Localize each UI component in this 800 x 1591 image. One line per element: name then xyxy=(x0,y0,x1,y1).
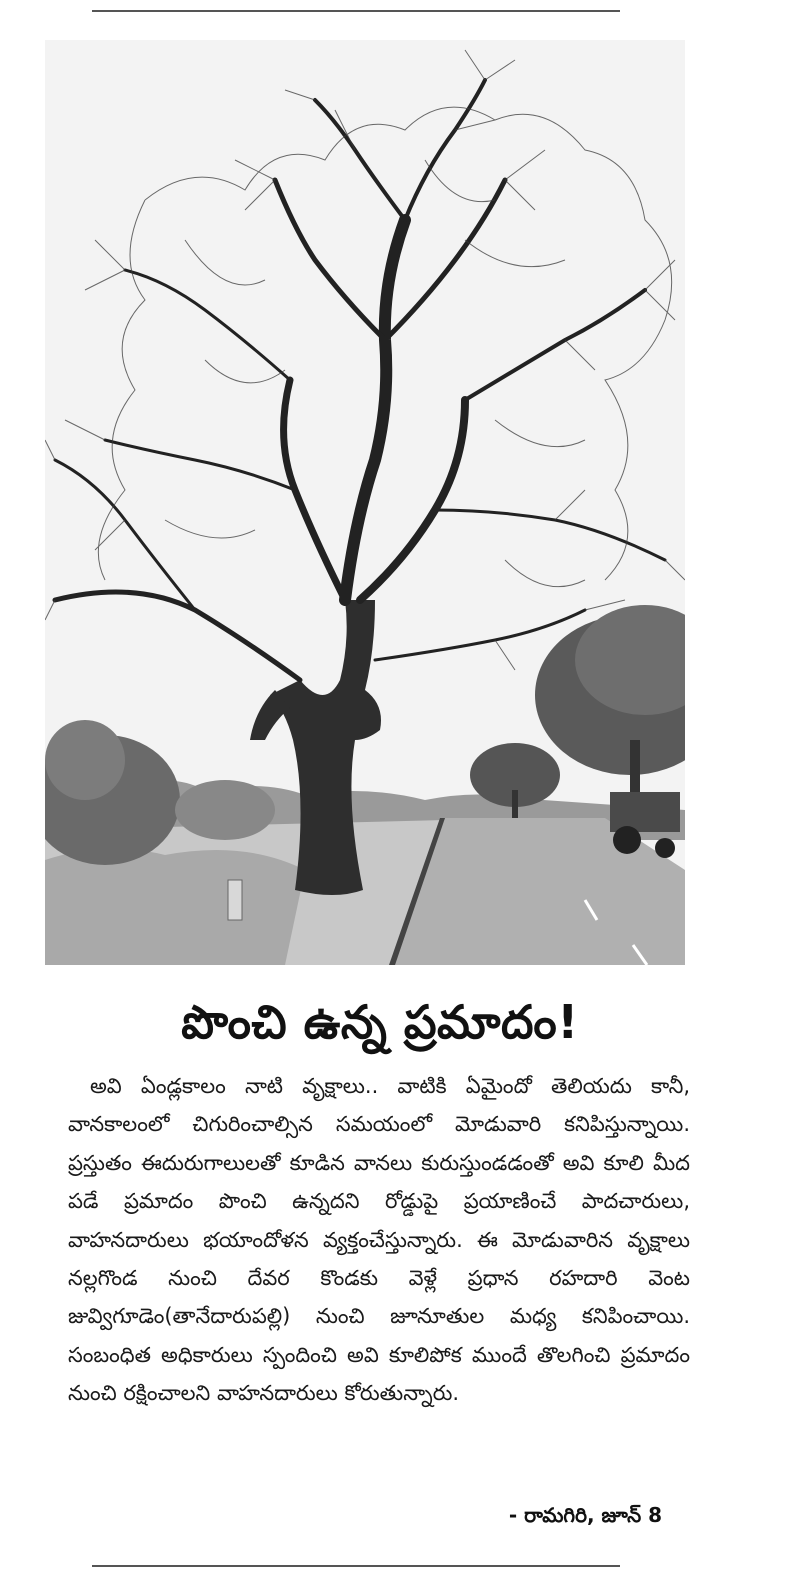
article-dateline: - రామగిరి, జూన్‌ 8 xyxy=(508,1503,662,1527)
article-headline: పొంచి ఉన్న ప్రమాదం! xyxy=(181,995,579,1049)
article-body: అవి ఏండ్లకాలం నాటి వృక్షాలు.. వాటికి ఏమైందో తెలియదు కానీ, వానకాలంలో చిగురించాల్సిన సమయంలో మోడువారి కనిపిస్తున్నాయి. ప్రస్తుతం ఈదురుగాలులతో కూడిన వానలు కురుస్తుండడంతో అవి కూలి మీద పడే ప్రమాదం పొంచి ఉన్నదని రోడ్డుపై ప్రయాణించే పాదచారులు, వాహనదారులు భయాందోళన వ్యక్తంచేస్తున్నారు. ఈ మోడువారిన వృక్షాలు నల్లగొండ నుంచి దేవర కొండకు వెళ్లే ప్రధాన రహదారి వెంట జువ్విగూడెం(తానేదారుపల్లి) నుంచి జూనూతుల మధ్య కనిపించాయి. సంబంధిత అధికారులు స్పందించి అవి కూలిపోక ముందే తొలగించి ప్రమాదం నుంచి రక్షించాలని వాహనదారులు కోరుతున్నారు. xyxy=(68,1074,690,1406)
top-divider xyxy=(92,10,620,12)
bottom-divider xyxy=(92,1565,620,1567)
news-photo-dead-tree-roadside xyxy=(45,40,685,965)
